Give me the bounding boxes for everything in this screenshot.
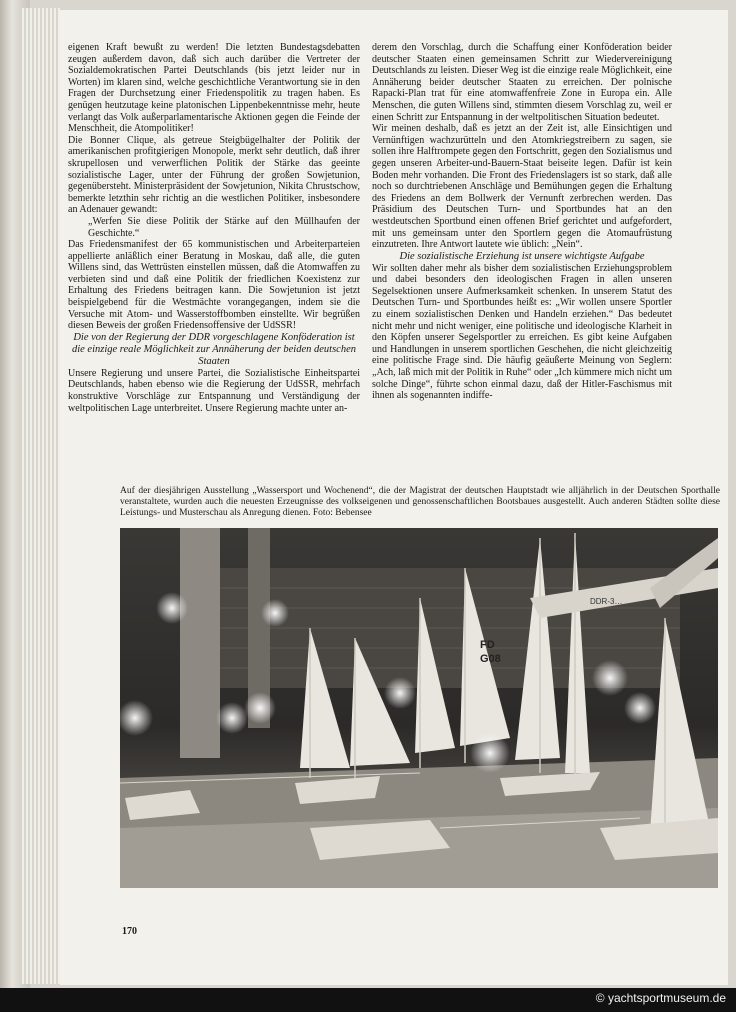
boat-exhibition-photo: [120, 528, 718, 888]
photo-caption: Auf der diesjährigen Ausstellung „Wassersport und Wochenend“, die der Magistrat der deutschen Hauptstadt wie alljährlich in der Deutschen Sporthalle veranstaltete, wurden auch die neuesten Erzeugnisse des volkseigenen und genossenschaftlichen Bootsbaues ausgestellt. Auch anderen Städten sollte diese Leistungs- und Musterschau als Anregung dienen. Foto: Bebensee: [120, 486, 720, 518]
section-heading: Die von der Regierung der DDR vorgeschlagene Konföderation ist die einzige reale Möglichkeit zur Annäherung der beiden deutschen Staaten: [71, 331, 356, 367]
paragraph: Wir meinen deshalb, daß es jetzt an der Zeit ist, alle Einsichtigen und Vernünftigen wachzurütteln und den Atomkriegstreibern zu sagen, sie sollen ihre Halftrompete gegen den Fortschritt, gegen den Sozialismus und gegen unseren Arbeiter-und-Bauern-Staat beiseite legen. Dafür ist kein Boden mehr vorhanden. Die Front des Friedenslagers ist so stark, daß alle noch so durchtriebenen Anschläge und Bemühungen gegen die Erhaltung des Friedens an dem Bollwerk der Vernunft zerbrechen werden. Das Präsidium des Deutschen Turn- und Sportbundes hat an den westdeutschen Sportbund einen offenen Brief gerichtet und aufgefordert, mit uns gemeinsam unter den Sportlern gegen die Atomaufrüstung einzutreten. Ihre Antwort lautete wie üblich: „Nein“.: [372, 123, 672, 251]
section-heading: Die sozialistische Erziehung ist unsere wichtigste Aufgabe: [399, 250, 645, 262]
sail-number: FD: [480, 639, 495, 651]
left-text-column: [68, 42, 360, 414]
hall-pillar: [180, 528, 220, 758]
watermark-text: © yachtsportmuseum.de: [595, 991, 726, 1005]
right-text-column: [372, 42, 672, 402]
quotation: „Werfen Sie diese Politik der Stärke auf den Müllhaufen der Geschichte.“: [88, 215, 360, 239]
paragraph: Unsere Regierung und unsere Partei, die Sozialistische Einheitspartei Deutschlands, haben ebenso wie die Regierung der UdSSR, mehrfach konstruktive Vorschläge zur Entspannung und Verständigung der weltpolitischen Lage unterbreitet. Unsere Regierung machte unter an-: [68, 367, 360, 414]
paragraph: Die Bonner Clique, als getreue Steigbügelhalter der Politik der amerikanischen profitgierigen Monopole, merkt sehr deutlich, daß ihrer skrupellosen und verwerflichen Politik der Stärke das geeinte sozialistische Lager, unter der Führung der großen Sowjetunion, gegenübersteht. Ministerpräsident der Sowjetunion, Nikita Chrustschow, bemerkte letzthin sehr richtig an die westlichen Politiker, insbesondere an Adenauer gewandt:: [68, 134, 360, 216]
paragraph: eigenen Kraft bewußt zu werden! Die letzten Bundestagsdebatten zeugen außerdem davon, daß sich auch darüber die Vertreter der Sozialdemokratischen Partei Deutschlands (bis jetzt leider nur in Worten) im klaren sind, welche geschichtliche Verantwortung sie in den Fragen der Durchsetzung einer Friedenspolitik zu tragen haben. Es genügen heutzutage keine platonischen Lippenbekenntnisse mehr, heute verlangt das Volk außerparlamentarische Aktionen gegen die Feinde der Menschheit, die Atompolitiker!: [68, 42, 360, 135]
paragraph: Wir sollten daher mehr als bisher dem sozialistischen Erziehungsproblem und dabei besonders den ideologischen Fragen in allen unseren Segelsektionen unsere Aufmerksamkeit schenken. In unserem Statut des Deutschen Turn- und Sportbundes heißt es: „Wir wollen unsere Sportler zu einem sozialistischen Denken und Handeln erziehen.“ Das bedeutet nicht mehr und nicht weniger, eine politische und ideologische Klarheit in den Köpfen unserer Segelsportler zu erreichen. Es gibt keine Aufgaben und Handlungen in unserem sportlichen Geschehen, die nicht gleichzeitig eine politische Frage sind. Die häufig geäußerte Meinung von Seglern: „Ach, laß mich mit der Politik in Ruhe“ oder „Ich kümmere mich nicht um solche Dinge“, führte schon einmal dazu, daß der Hitler-Faschismus mit ihnen als sogenannten indiffe-: [372, 262, 672, 402]
paragraph: Das Friedensmanifest der 65 kommunistischen und Arbeiterparteien appellierte anläßlich einer Beratung in Moskau, daß alle, die guten Willens sind, das Wettrüsten einstellen müssen, daß die Atomwaffen zu verbieten sind und daß eine Politik der friedlichen Koexistenz zur Erhaltung des Friedens beitragen kann. Die Sowjetunion ist jetzt beispielgebend für die Westmächte vorangegangen, indem sie die Versuche mit Atom- und Wasserstoffbomben einstellte. Wir begrüßen diesen Beweis der großen Friedensoffensive der UdSSR!: [68, 239, 360, 332]
exhibition-hall-illustration: [120, 528, 718, 888]
sail-number: G08: [480, 653, 501, 665]
page-edges: [22, 8, 60, 984]
paragraph: derem den Vorschlag, durch die Schaffung einer Konföderation beider deutscher Staaten einen gemeinsamen Schritt zur Wiedervereinigung Deutschlands zu leisten. Dieser Weg ist die einzige reale Möglichkeit, eine Annäherung beider deutscher Staaten zu erreichen. Der polnische Rapacki-Plan trat für eine atomwaffenfreie Zone in Europa ein. Alle Menschen, die guten Willens sind, stimmten diesem Vorschlag zu, weil er einen Schritt zur Entspannung in der weltpolitischen Situation bedeutet.: [372, 42, 672, 123]
aircraft-registration: DDR-3…: [590, 597, 623, 606]
page-number: 170: [122, 926, 137, 937]
